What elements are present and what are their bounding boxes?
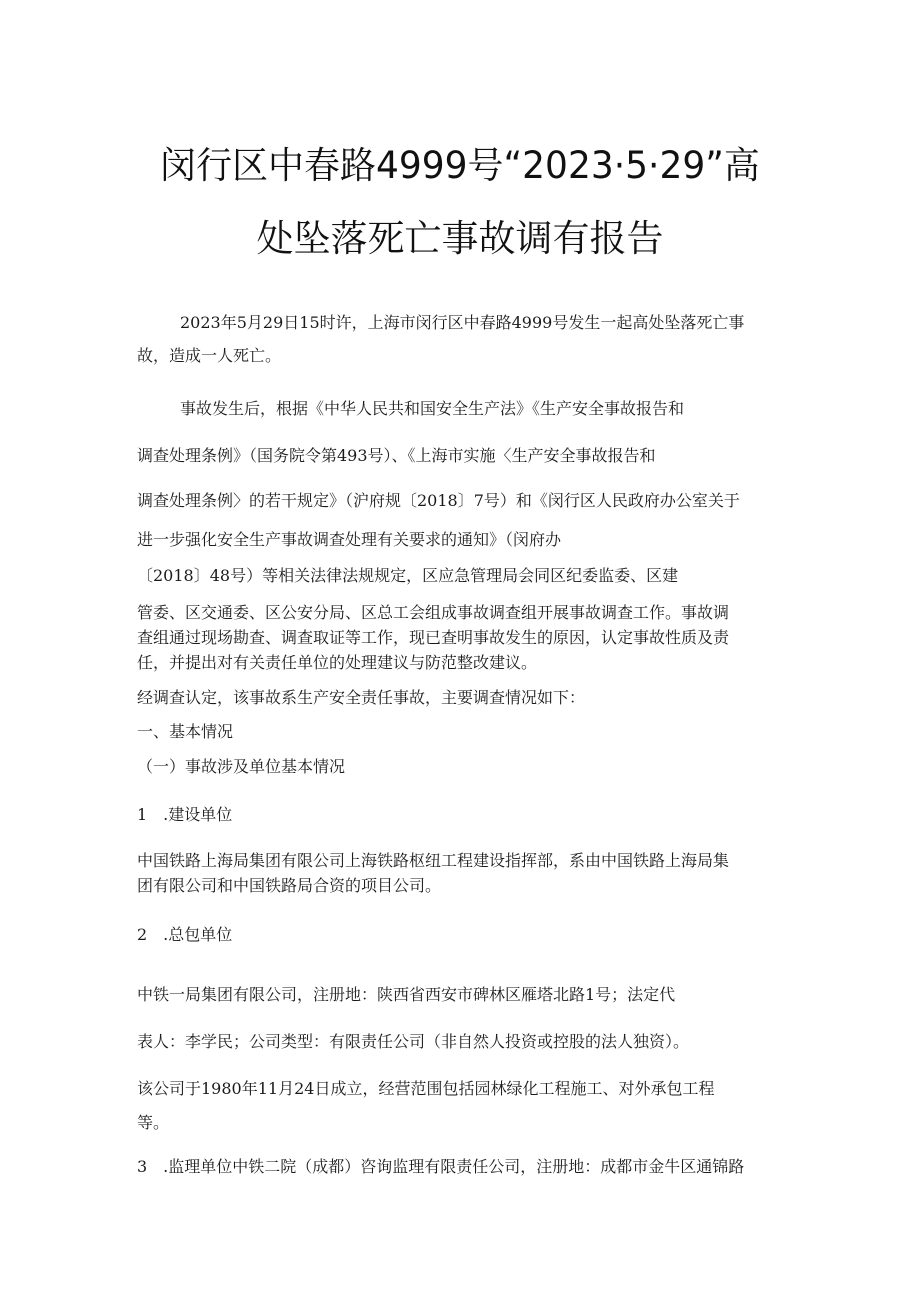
paragraph-line: 管委、区交通委、区公安分局、区总工会组成事故调查组开展事故调查工作。事故调 — [137, 603, 730, 622]
paragraph-line: 经调查认定，该事故系生产安全责任事故，主要调查情况如下： — [137, 688, 586, 707]
paragraph-line: 事故发生后，根据《中华人民共和国安全生产法》《生产安全事故报告和 — [180, 399, 685, 418]
document-title-line-2: 处坠落死亡事故调有报告 — [256, 217, 664, 260]
paragraph-line: 查组通过现场勘查、调查取证等工作，现已查明事故发生的原因，认定事故性质及责 — [137, 628, 730, 647]
subsection-heading: （一）事故涉及单位基本情况 — [137, 757, 346, 776]
paragraph-line: 任，并提出对有关责任单位的处理建议与防范整改建议。 — [137, 653, 538, 672]
paragraph-line: 中铁一局集团有限公司，注册地：陕西省西安市碑林区雁塔北路1号；法定代 — [137, 985, 676, 1004]
paragraph-line: 调查处理条例》（国务院令第493号）、《上海市实施〈生产安全事故报告和 — [137, 446, 656, 465]
section-heading: 一、基本情况 — [137, 722, 234, 741]
paragraph-line: 团有限公司和中国铁路局合资的项目公司。 — [137, 876, 442, 895]
paragraph-line: 进一步强化安全生产事故调查处理有关要求的通知》（闵府办 — [137, 530, 562, 549]
paragraph-line: 等。 — [137, 1113, 170, 1132]
list-item-heading: 3 .监理单位中铁二院（成都）咨询监理有限责任公司，注册地：成都市金牛区通锦路 — [137, 1157, 745, 1176]
paragraph-line: 该公司于1980年11月24日成立，经营范围包括园林绿化工程施工、对外承包工程 — [137, 1079, 715, 1098]
paragraph-line: 调查处理条例〉的若干规定》（沪府规〔2018〕7号）和《闵行区人民政府办公室关于 — [137, 491, 740, 510]
paragraph-line: 中国铁路上海局集团有限公司上海铁路枢纽工程建设指挥部，系由中国铁路上海局集 — [137, 851, 730, 870]
paragraph-line: 2023年5月29日15时许，上海市闵行区中春路4999号发生一起高处坠落死亡事 — [180, 313, 745, 332]
list-item-heading: 2 .总包单位 — [137, 925, 233, 944]
document-title-line-1: 闵行区中春路4999号“2023·5·29”高 — [160, 144, 760, 187]
paragraph-line: 表人：李学民；公司类型：有限责任公司（非自然人投资或控股的法人独资）。 — [137, 1032, 690, 1051]
paragraph-line: 〔2018〕48号）等相关法律法规规定，区应急管理局会同区纪委监委、区建 — [137, 566, 679, 585]
paragraph-line: 故，造成一人死亡。 — [137, 346, 282, 365]
list-item-heading: 1 .建设单位 — [137, 805, 233, 824]
